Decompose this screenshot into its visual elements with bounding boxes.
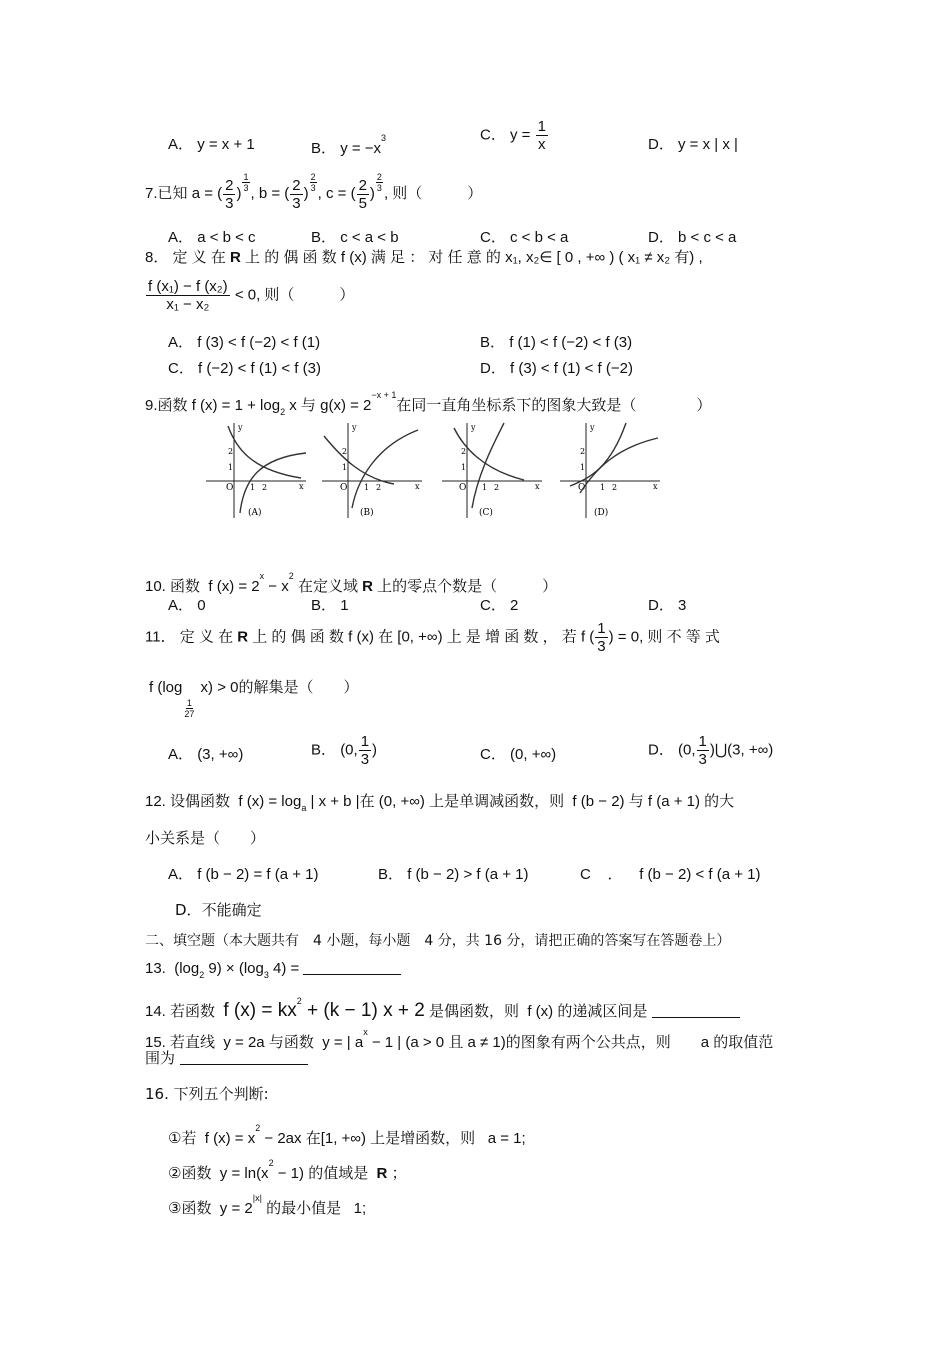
text-fragment: 在定义域: [297, 578, 358, 595]
q6-option-b: [311, 133, 386, 158]
q12-option-d: [175, 899, 262, 920]
text-fragment: 3: [360, 751, 370, 768]
text-fragment: 1: [597, 620, 606, 637]
text-fragment: f (x) = kx: [223, 1000, 297, 1021]
text-fragment: 2: [510, 597, 519, 614]
text-fragment: ): [372, 741, 378, 759]
text-fragment: f (a + 1): [647, 793, 700, 810]
text-fragment: B．: [311, 597, 337, 614]
text-fragment: 的大: [704, 793, 735, 810]
text-fragment: f (x): [527, 1003, 554, 1020]
curve-exponential: [324, 436, 394, 484]
text-fragment: 上是单调减函数，则: [429, 793, 565, 810]
q15-stem-line2: [145, 1048, 308, 1068]
q11-option-a: [168, 743, 243, 764]
axis-x-label: x: [653, 482, 658, 491]
text-fragment: 27: [184, 709, 195, 719]
q16-item-3: [168, 1188, 366, 1219]
tick-x2: 2: [376, 483, 382, 492]
q13-answer-blank[interactable]: [303, 960, 401, 975]
text-fragment: 的值域是: [308, 1165, 369, 1182]
fraction: [146, 278, 230, 313]
text-fragment: (0, +∞): [510, 746, 557, 763]
text-fragment: 5: [358, 194, 367, 212]
text-fragment: C．: [480, 229, 506, 246]
q12-stem: [145, 792, 734, 818]
text-fragment: < 0, 则（ ）: [234, 286, 355, 304]
text-fragment: −x + 1: [371, 390, 397, 400]
text-fragment: C．: [168, 360, 194, 377]
tick-y1: 1: [228, 463, 234, 472]
q11-option-b: [311, 733, 377, 768]
text-fragment: D．: [648, 741, 674, 759]
text-fragment: D．: [648, 136, 674, 153]
text-fragment: y = 2: [219, 1200, 253, 1217]
text-fragment: f (b − 2): [572, 793, 625, 810]
tick-y2: 2: [580, 447, 586, 456]
text-fragment: 3: [698, 751, 707, 768]
text-fragment: 则 不 等 式: [647, 628, 720, 646]
text-fragment: 10. 函数: [145, 578, 201, 595]
text-fragment: 2: [296, 996, 302, 1006]
text-fragment: 1: [360, 733, 370, 750]
origin-label: O: [340, 483, 348, 493]
text-fragment: 2: [255, 1123, 261, 1133]
section2-title: 二、填空题（本大题共有 4 小题，每小题 4 分，共 16 分，请把正确的答案写在答题卷上）: [145, 933, 731, 949]
origin-label: O: [578, 483, 586, 493]
text-fragment: y = ln(x: [219, 1165, 269, 1182]
text-fragment: − 2ax: [260, 1130, 302, 1147]
tick-y2: 2: [228, 447, 234, 456]
text-fragment: [1, +∞): [320, 1130, 366, 1147]
curve-log: [580, 438, 658, 493]
q7-option-b: [311, 226, 399, 247]
text-fragment: 3: [292, 194, 301, 212]
text-fragment: 2: [310, 172, 316, 182]
q11-option-c: [480, 743, 556, 764]
text-fragment: D．: [648, 597, 674, 614]
text-fragment: 11． 定 义 在: [145, 628, 234, 646]
text-fragment: 1: [340, 597, 349, 614]
text-fragment: a =: [191, 185, 213, 202]
q9-graphs: [200, 418, 670, 523]
text-fragment: | x + b |: [310, 793, 360, 810]
q14-stem: [145, 991, 740, 1022]
q10-option-d: [648, 594, 686, 615]
text-fragment: 2: [358, 176, 367, 194]
text-fragment: C．: [480, 597, 506, 614]
graph-c: [442, 423, 542, 518]
q10-option-a: [168, 594, 206, 615]
tick-x1: 1: [600, 483, 606, 492]
text-fragment: ③函数: [168, 1200, 212, 1217]
text-fragment: 上 是 增 函 数 ， 若: [446, 628, 577, 646]
axis-y-label: y: [471, 423, 476, 432]
q16-item-2: [168, 1153, 407, 1184]
text-fragment: f (x) = 2: [208, 578, 260, 595]
text-fragment: 上 的 偶 函 数: [245, 249, 337, 266]
text-fragment: A．: [168, 866, 194, 883]
tick-x2: 2: [612, 483, 618, 492]
text-fragment: A．: [168, 229, 194, 246]
text-fragment: f (x) = 1 + log: [191, 397, 281, 414]
text-fragment: A．: [168, 746, 194, 763]
text-fragment: 2: [268, 1158, 274, 1168]
axis-y-label: y: [352, 423, 357, 432]
text-fragment: 3: [376, 183, 382, 193]
q7-stem: 7.已知 a = ( $\frac{2}{3}$ ) $\frac{1}{3}$ , b = ( $\frac{2}{3}$ ) $\frac{2}{3}$ , c = ( $\frac{2}{5}$ ) $\frac{2}{3}$ , 则（ ）: [145, 172, 483, 212]
text-fragment: − 1 | (a > 0 且 a ≠ 1): [367, 1034, 506, 1051]
q11-stem: [145, 620, 720, 655]
q7-option-d: [648, 226, 736, 247]
text-fragment: 满 足 ： 对 任 意 的: [370, 249, 501, 266]
text-fragment: x₁ − x₂: [166, 296, 210, 313]
graph-caption: (A): [248, 508, 262, 518]
text-fragment: − x: [264, 578, 289, 595]
text-fragment: B．: [378, 866, 404, 883]
text-fragment: f (x) = log: [238, 793, 302, 810]
text-fragment: 12. 设偶函数: [145, 793, 231, 810]
text-fragment: 3: [243, 183, 249, 193]
text-fragment: 3: [225, 194, 234, 212]
tick-y2: 2: [461, 447, 467, 456]
text-fragment: 的最小值是: [266, 1200, 342, 1217]
q8-option-b: [480, 331, 632, 352]
text-fragment: C: [580, 866, 591, 883]
origin-label: O: [459, 483, 467, 493]
q14-answer-blank[interactable]: [652, 1003, 740, 1018]
tick-x1: 1: [364, 483, 370, 492]
text-fragment: 2: [376, 172, 382, 182]
q15-answer-blank[interactable]: [180, 1050, 308, 1065]
tick-y1: 1: [342, 463, 348, 472]
graph-a: [206, 423, 306, 518]
text-fragment: ) = 0,: [608, 628, 644, 646]
text-fragment: (0,: [340, 741, 358, 759]
text-fragment: 9) × (log: [208, 960, 264, 977]
text-fragment: ；: [391, 1165, 407, 1182]
text-fragment: 2: [199, 970, 205, 980]
q12-option-b: [378, 863, 529, 884]
text-fragment: 4) =: [273, 960, 300, 977]
text-fragment: |x|: [252, 1193, 262, 1203]
text-fragment: 1: [243, 172, 249, 182]
axis-y-label: y: [590, 423, 595, 432]
text-fragment: 13.: [145, 960, 166, 977]
text-fragment: x₁, x₂∈ [ 0 , +∞ ) ( x₁ ≠ x₂ 有) ,: [505, 249, 703, 266]
text-fragment: 不能确定: [201, 901, 262, 919]
text-fragment: a: [301, 803, 307, 813]
text-fragment: R: [237, 628, 249, 646]
text-fragment: y = −x: [340, 140, 382, 157]
text-fragment: f (x) = x: [204, 1130, 256, 1147]
text-fragment: 是偶函数，则: [428, 1003, 519, 1020]
text-fragment: 与: [300, 397, 316, 414]
text-fragment: 上的零点个数是（ ）: [377, 578, 558, 595]
text-fragment: 7.已知: [145, 185, 188, 202]
text-fragment: f (log: [149, 679, 183, 696]
text-fragment: 的递减区间是: [557, 1003, 648, 1020]
fraction: [536, 118, 548, 153]
text-fragment: 在: [305, 1130, 321, 1147]
axis-x-label: x: [535, 482, 540, 491]
text-fragment: ．: [607, 866, 623, 883]
text-fragment: 1: [537, 118, 546, 135]
text-fragment: f (3) < f (−2) < f (1): [197, 334, 321, 351]
text-fragment: 2: [225, 176, 234, 194]
text-fragment: f (1) < f (−2) < f (3): [509, 334, 633, 351]
text-fragment: C．: [480, 126, 506, 144]
graph-caption: (B): [360, 508, 374, 518]
q12-option-a: [168, 863, 319, 884]
text-fragment: 2: [288, 571, 294, 581]
text-fragment: f (x₁) − f (x₂): [148, 278, 228, 295]
curve-exponential: [228, 426, 301, 478]
text-fragment: )⋃(3, +∞): [709, 741, 774, 759]
text-fragment: 3: [263, 970, 269, 980]
q8-stem: [145, 248, 703, 268]
text-fragment: D．: [648, 229, 674, 246]
text-fragment: 3: [678, 597, 687, 614]
tick-x1: 1: [482, 483, 488, 492]
origin-label: O: [226, 483, 234, 493]
text-fragment: (3, +∞): [197, 746, 244, 763]
tick-x1: 1: [250, 483, 256, 492]
text-fragment: (log: [174, 960, 200, 977]
text-fragment: 与函数: [268, 1034, 314, 1051]
graph-d: [560, 423, 660, 518]
text-fragment: R: [230, 249, 241, 266]
text-fragment: B．: [311, 229, 337, 246]
text-fragment: y =: [510, 126, 531, 144]
text-fragment: 与: [628, 793, 644, 810]
text-fragment: ②函数: [168, 1165, 212, 1182]
text-fragment: 9.函数: [145, 397, 188, 414]
q11-option-d: [648, 733, 773, 768]
q12-option-c: [580, 863, 761, 884]
text-fragment: x: [289, 397, 297, 414]
text-fragment: C．: [480, 746, 506, 763]
text-fragment: y = x | x |: [678, 136, 738, 153]
text-fragment: f (b − 2) = f (a + 1): [197, 866, 319, 883]
q10-stem: [145, 566, 557, 597]
text-fragment: A．: [168, 597, 194, 614]
axis-x-label: x: [299, 482, 304, 491]
graph-b: [322, 423, 422, 518]
tick-y2: 2: [342, 447, 348, 456]
q10-option-c: [480, 594, 518, 615]
text-fragment: A．: [168, 334, 194, 351]
q10-option-b: [311, 594, 349, 615]
text-fragment: 在: [378, 628, 394, 646]
q7-option-c: [480, 226, 568, 247]
text-fragment: x: [363, 1027, 368, 1037]
text-fragment: , b =: [250, 185, 281, 202]
text-fragment: f (b − 2) > f (a + 1): [407, 866, 529, 883]
text-fragment: D．: [175, 901, 202, 919]
q7-option-a: [168, 226, 256, 247]
text-fragment: 在: [359, 793, 375, 810]
text-fragment: c < b < a: [510, 229, 569, 246]
text-fragment: (0, +∞): [378, 793, 425, 810]
q6-option-d: [648, 133, 738, 154]
tick-x2: 2: [262, 483, 268, 492]
tick-x2: 2: [494, 483, 500, 492]
q6-option-c: [480, 118, 549, 153]
text-fragment: x) > 0: [200, 679, 239, 696]
graph-caption: (C): [479, 508, 493, 518]
text-fragment: (0,: [678, 741, 696, 759]
text-fragment: 1: [186, 698, 192, 708]
q9-stem: [145, 385, 711, 422]
text-fragment: f (x): [340, 249, 367, 266]
tick-y1: 1: [580, 463, 586, 472]
text-fragment: 0: [197, 597, 206, 614]
text-fragment: , c =: [317, 185, 347, 202]
text-fragment: f (b − 2) < f (a + 1): [639, 866, 761, 883]
text-fragment: y = x + 1: [197, 136, 255, 153]
text-fragment: 2: [292, 176, 301, 194]
q12-stem-line2: 小关系是（ ）: [145, 829, 266, 847]
text-fragment: 2: [280, 407, 286, 417]
text-fragment: R: [376, 1165, 388, 1182]
q16-stem: 16. 下列五个判断:: [145, 1085, 269, 1103]
tick-y1: 1: [461, 463, 467, 472]
curve-log: [352, 430, 418, 508]
text-fragment: 的解集是（ ）: [238, 679, 359, 696]
text-fragment: + (k − 1) x + 2: [301, 1000, 425, 1021]
text-fragment: 3: [381, 133, 387, 143]
text-fragment: x: [259, 571, 265, 581]
q8-option-c: [168, 357, 321, 378]
q8-condition: [145, 278, 354, 313]
q11-inequality: [149, 678, 359, 719]
text-fragment: − 1): [273, 1165, 305, 1182]
text-fragment: 1;: [353, 1200, 367, 1217]
q8-option-a: [168, 331, 320, 352]
text-fragment: D．: [480, 360, 506, 377]
text-fragment: 的图象有两个公共点，则 a 的取值范: [505, 1034, 774, 1051]
text-fragment: B．: [311, 140, 337, 157]
q6-option-a: [168, 133, 255, 154]
text-fragment: y = 2a: [223, 1034, 265, 1051]
text-fragment: y = | a: [322, 1034, 364, 1051]
text-fragment: 14. 若函数: [145, 1003, 216, 1020]
text-fragment: a < b < c: [197, 229, 256, 246]
text-fragment: 上是增函数，则: [370, 1130, 476, 1147]
text-fragment: [0, +∞): [397, 628, 443, 646]
text-fragment: 8． 定 义 在: [145, 249, 226, 266]
text-fragment: 3: [310, 183, 316, 193]
text-fragment: 15. 若直线: [145, 1034, 216, 1051]
text-fragment: 在同一直角坐标系下的图象大致是（ ）: [396, 397, 712, 414]
text-fragment: x: [538, 136, 546, 153]
text-fragment: B．: [480, 334, 506, 351]
text-fragment: g(x) = 2: [320, 397, 372, 414]
text-fragment: a = 1;: [487, 1130, 526, 1147]
axis-y-label: y: [238, 423, 243, 432]
text-fragment: b < c < a: [678, 229, 737, 246]
text-fragment: B．: [311, 741, 337, 759]
text-fragment: 上 的 偶 函 数: [252, 628, 344, 646]
text-fragment: f (: [580, 628, 595, 646]
axis-x-label: x: [415, 482, 420, 491]
text-fragment: ①若: [168, 1130, 197, 1147]
q16-item-1: [168, 1118, 526, 1149]
text-fragment: , 则（ ）: [383, 185, 483, 202]
q13-stem: [145, 959, 401, 985]
text-fragment: 1: [698, 733, 707, 750]
text-fragment: f (x): [348, 628, 374, 646]
text-fragment: f (3) < f (1) < f (−2): [510, 360, 633, 377]
text-fragment: c < a < b: [340, 229, 399, 246]
q8-option-d: [480, 357, 633, 378]
text-fragment: A．: [168, 136, 194, 153]
text-fragment: f (−2) < f (1) < f (3): [198, 360, 321, 377]
text-fragment: 3: [597, 638, 606, 655]
text-fragment: 围为: [145, 1049, 176, 1067]
graph-caption: (D): [594, 508, 609, 518]
text-fragment: R: [362, 578, 373, 595]
